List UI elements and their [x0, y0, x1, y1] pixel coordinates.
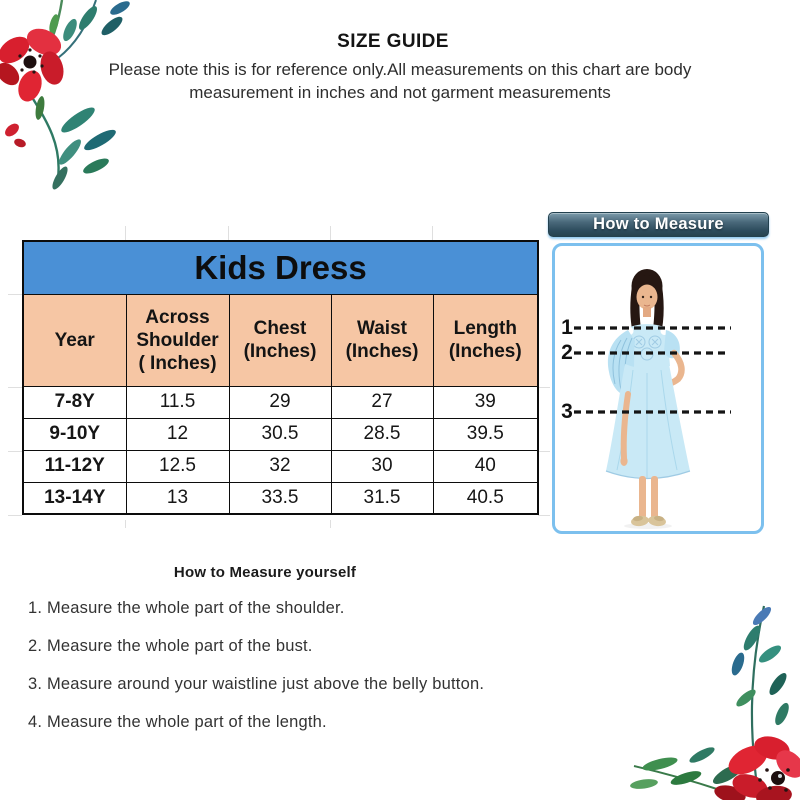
table-cell-shoulder: 12.5: [126, 450, 229, 482]
column-header-year: [23, 294, 126, 386]
how-to-measure-button: How to Measure: [548, 212, 769, 237]
table-header-row: [23, 294, 538, 386]
table-cell-shoulder: 11.5: [126, 386, 229, 418]
size-chart: [22, 240, 539, 515]
subtitle-line-2: measurement in inches and not garment measurements: [189, 83, 611, 102]
table-cell-waist: 30: [331, 450, 433, 482]
floral-corner-bottom-right-icon: [630, 598, 800, 800]
gridline-hint: [8, 451, 22, 452]
column-header-label: Year: [54, 329, 95, 351]
instructions-heading: How to Measure yourself: [173, 564, 357, 581]
page-title: SIZE GUIDE: [337, 31, 449, 52]
table-cell-year: 13-14Y: [23, 482, 126, 514]
column-header-label: ( Inches): [138, 352, 217, 374]
gridline-hint: [125, 520, 126, 528]
table-row: [23, 450, 538, 482]
table-title-row: [23, 241, 538, 294]
instruction-item-4: 4. Measure the whole part of the length.: [28, 713, 327, 731]
column-header-label: Across: [145, 306, 210, 328]
table-cell-length: 39: [433, 386, 538, 418]
table-row: [23, 386, 538, 418]
measure-line-number-1: 1: [561, 316, 573, 339]
subtitle-line-1: Please note this is for reference only.All measurements on this chart are body: [108, 60, 692, 79]
table-cell-length: 40: [433, 450, 538, 482]
column-header-label: (Inches): [243, 341, 317, 362]
table-row: [23, 418, 538, 450]
table-cell-waist: 27: [331, 386, 433, 418]
table-cell-length: 39.5: [433, 418, 538, 450]
table-row: [23, 482, 538, 514]
table-cell-waist: 28.5: [331, 418, 433, 450]
measure-diagram-panel: [552, 243, 764, 534]
table-cell-shoulder: 13: [126, 482, 229, 514]
table-cell-year: 9-10Y: [23, 418, 126, 450]
column-header-waist: [331, 294, 433, 386]
gridline-hint: [125, 226, 126, 240]
column-header-length: [433, 294, 538, 386]
measure-lines-overlay: [555, 246, 761, 531]
column-header-chest: [229, 294, 331, 386]
page-subtitle: [0, 58, 800, 104]
measure-line-number-3: 3: [561, 400, 573, 423]
column-header-label: (Inches): [448, 341, 522, 362]
column-header-label: (Inches): [345, 341, 419, 362]
table-cell-length: 40.5: [433, 482, 538, 514]
column-header-label: Chest: [253, 318, 307, 339]
table-cell-year: 11-12Y: [23, 450, 126, 482]
column-header-label: Waist: [357, 318, 407, 339]
table-cell-chest: 30.5: [229, 418, 331, 450]
gridline-hint: [8, 515, 22, 516]
gridline-hint: [432, 226, 433, 240]
gridline-hint: [330, 226, 331, 240]
gridline-hint: [8, 387, 22, 388]
column-header-label: Shoulder: [136, 329, 219, 351]
gridline-hint: [538, 387, 550, 388]
gridline-hint: [538, 515, 550, 516]
table-cell-year: 7-8Y: [23, 386, 126, 418]
column-header-label: Length: [453, 318, 517, 339]
table-cell-shoulder: 12: [126, 418, 229, 450]
measure-line-number-2: 2: [561, 341, 573, 364]
table-cell-chest: 29: [229, 386, 331, 418]
gridline-hint: [8, 294, 22, 295]
instruction-item-3: 3. Measure around your waistline just above the belly button.: [28, 675, 485, 693]
instruction-item-2: 2. Measure the whole part of the bust.: [28, 637, 313, 655]
table-title: Kids Dress: [23, 241, 538, 294]
table-cell-chest: 33.5: [229, 482, 331, 514]
column-header-shoulder: [126, 294, 229, 386]
gridline-hint: [228, 226, 229, 240]
size-chart-table: [22, 240, 539, 515]
instruction-item-1: 1. Measure the whole part of the shoulder.: [28, 599, 345, 617]
table-cell-waist: 31.5: [331, 482, 433, 514]
table-cell-chest: 32: [229, 450, 331, 482]
gridline-hint: [330, 520, 331, 528]
gridline-hint: [538, 451, 550, 452]
